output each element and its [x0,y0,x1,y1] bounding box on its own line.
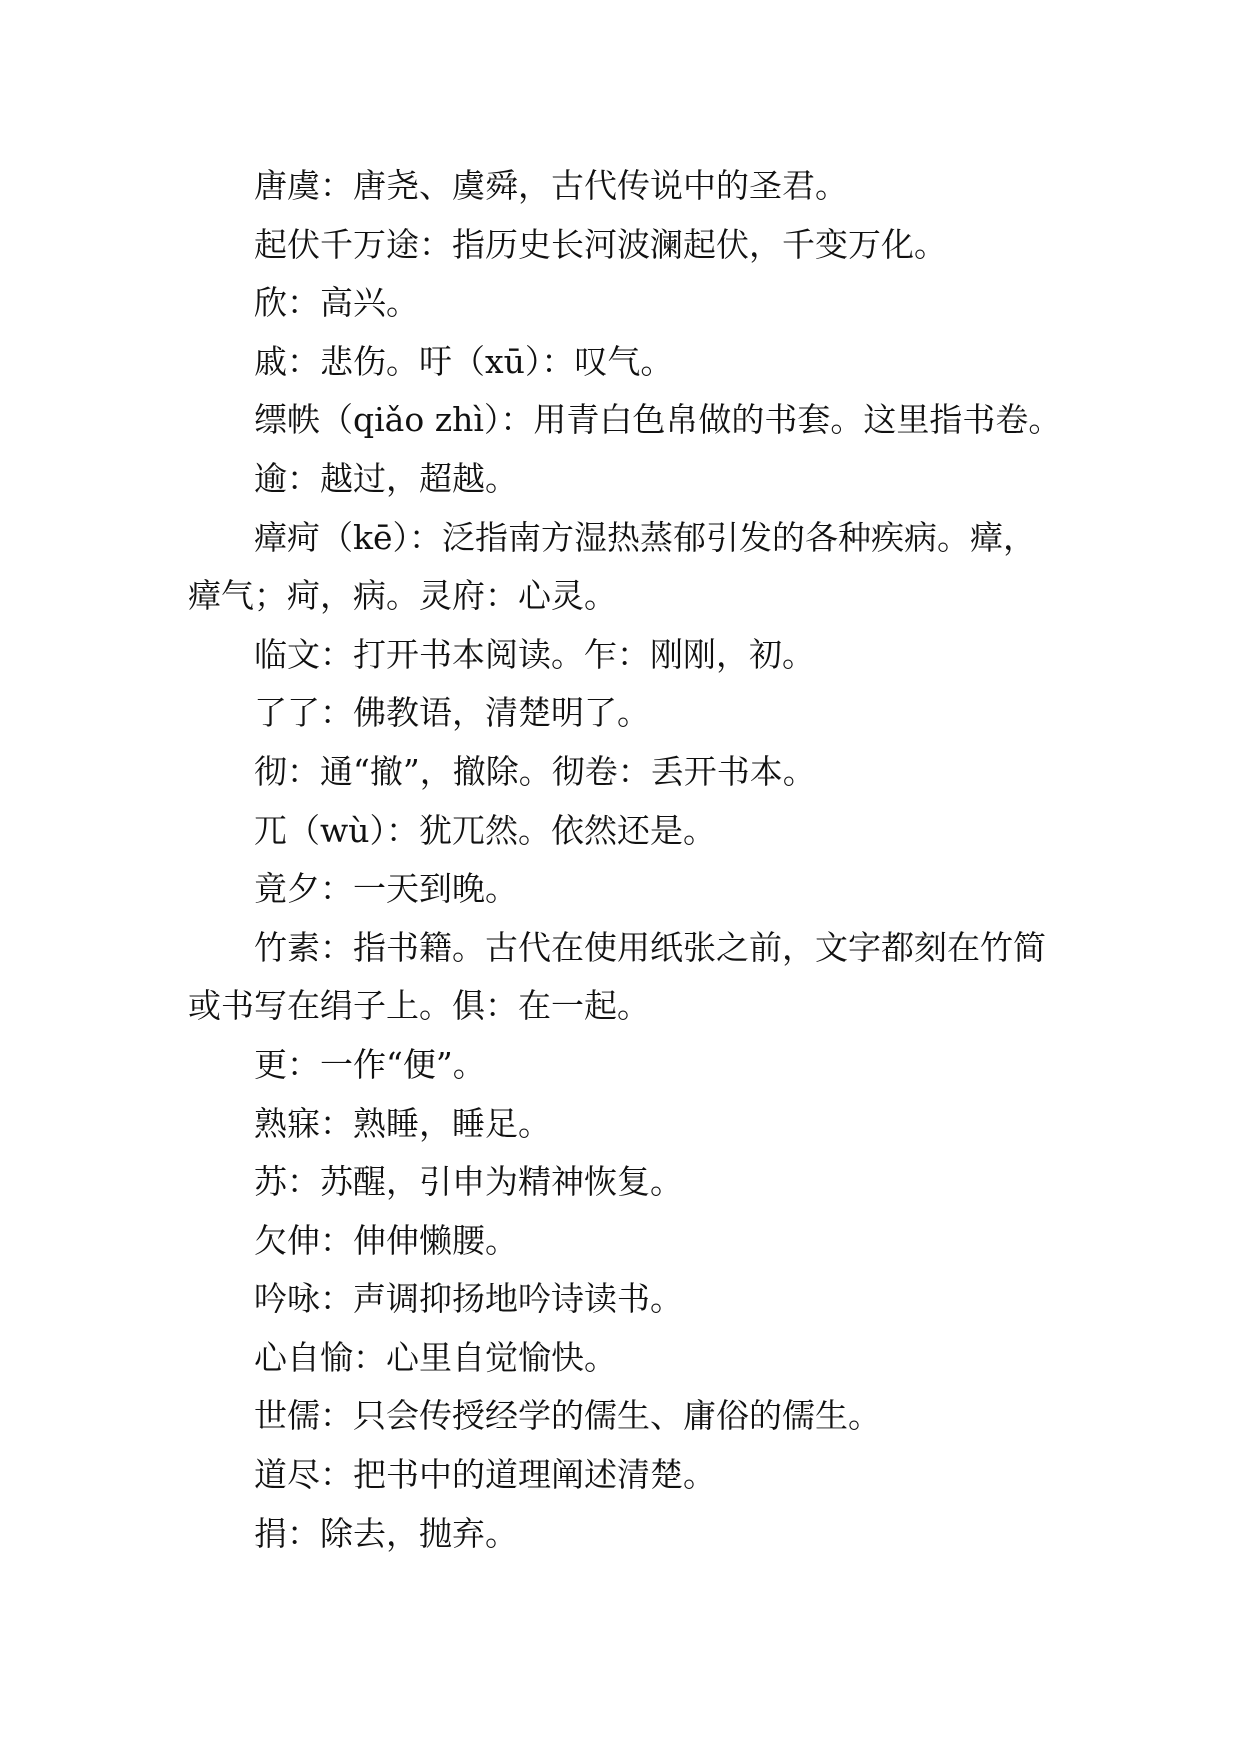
annotation-list [188,157,1068,1563]
annotation-xinziyu: 心自愉：心里自觉愉快。 [254,1337,617,1377]
annotation-liaoliao: 了了：佛教语，清楚明了。 [254,693,650,733]
annotation-linwen: 临文：打开书本阅读。乍：刚刚，初。 [254,634,815,674]
annotation-jingxi: 竟夕：一天到晚。 [254,869,518,909]
annotation-xin: 欣：高兴。 [254,283,419,323]
annotation-zhusu: 竹素：指书籍。古代在使用纸张之前，文字都刻在竹简或书写在绢子上。俱：在一起。 [188,927,1046,1026]
annotation-geng: 更：一作“便”。 [254,1044,486,1084]
annotation-qifu: 起伏千万途：指历史长河波澜起伏，千变万化。 [254,224,947,264]
annotation-juan: 捐：除去，抛弃。 [254,1513,518,1553]
annotation-wu: 兀（wù）：犹兀然。依然还是。 [254,810,716,850]
annotation-su: 苏：苏醒，引申为精神恢复。 [254,1162,683,1202]
annotation-yinyong: 吟咏：声调抑扬地吟诗读书。 [254,1279,683,1319]
annotation-qi: 戚：悲伤。吁（xū）：叹气。 [254,341,674,381]
annotation-shiru: 世儒：只会传授经学的儒生、庸俗的儒生。 [254,1396,881,1436]
annotation-yu: 逾：越过，超越。 [254,458,518,498]
annotation-tangyu: 唐虞：唐尧、虞舜，古代传说中的圣君。 [254,166,848,205]
annotation-qianshen: 欠伸：伸伸懒腰。 [254,1220,518,1260]
annotation-qiaozhi: 缥帙（qiǎo zhì）：用青白色帛做的书套。这里指书卷。 [254,400,1062,440]
annotation-shumei: 熟寐：熟睡，睡足。 [254,1103,551,1143]
annotation-che: 彻：通“撤”，撤除。彻卷：丢开书本。 [254,751,816,791]
annotation-daojin: 道尽：把书中的道理阐述清楚。 [254,1455,716,1495]
annotation-zhangke: 瘴疴（kē）：泛指南方湿热蒸郁引发的各种疾病。瘴，瘴气；疴，病。灵府：心灵。 [188,517,1037,616]
